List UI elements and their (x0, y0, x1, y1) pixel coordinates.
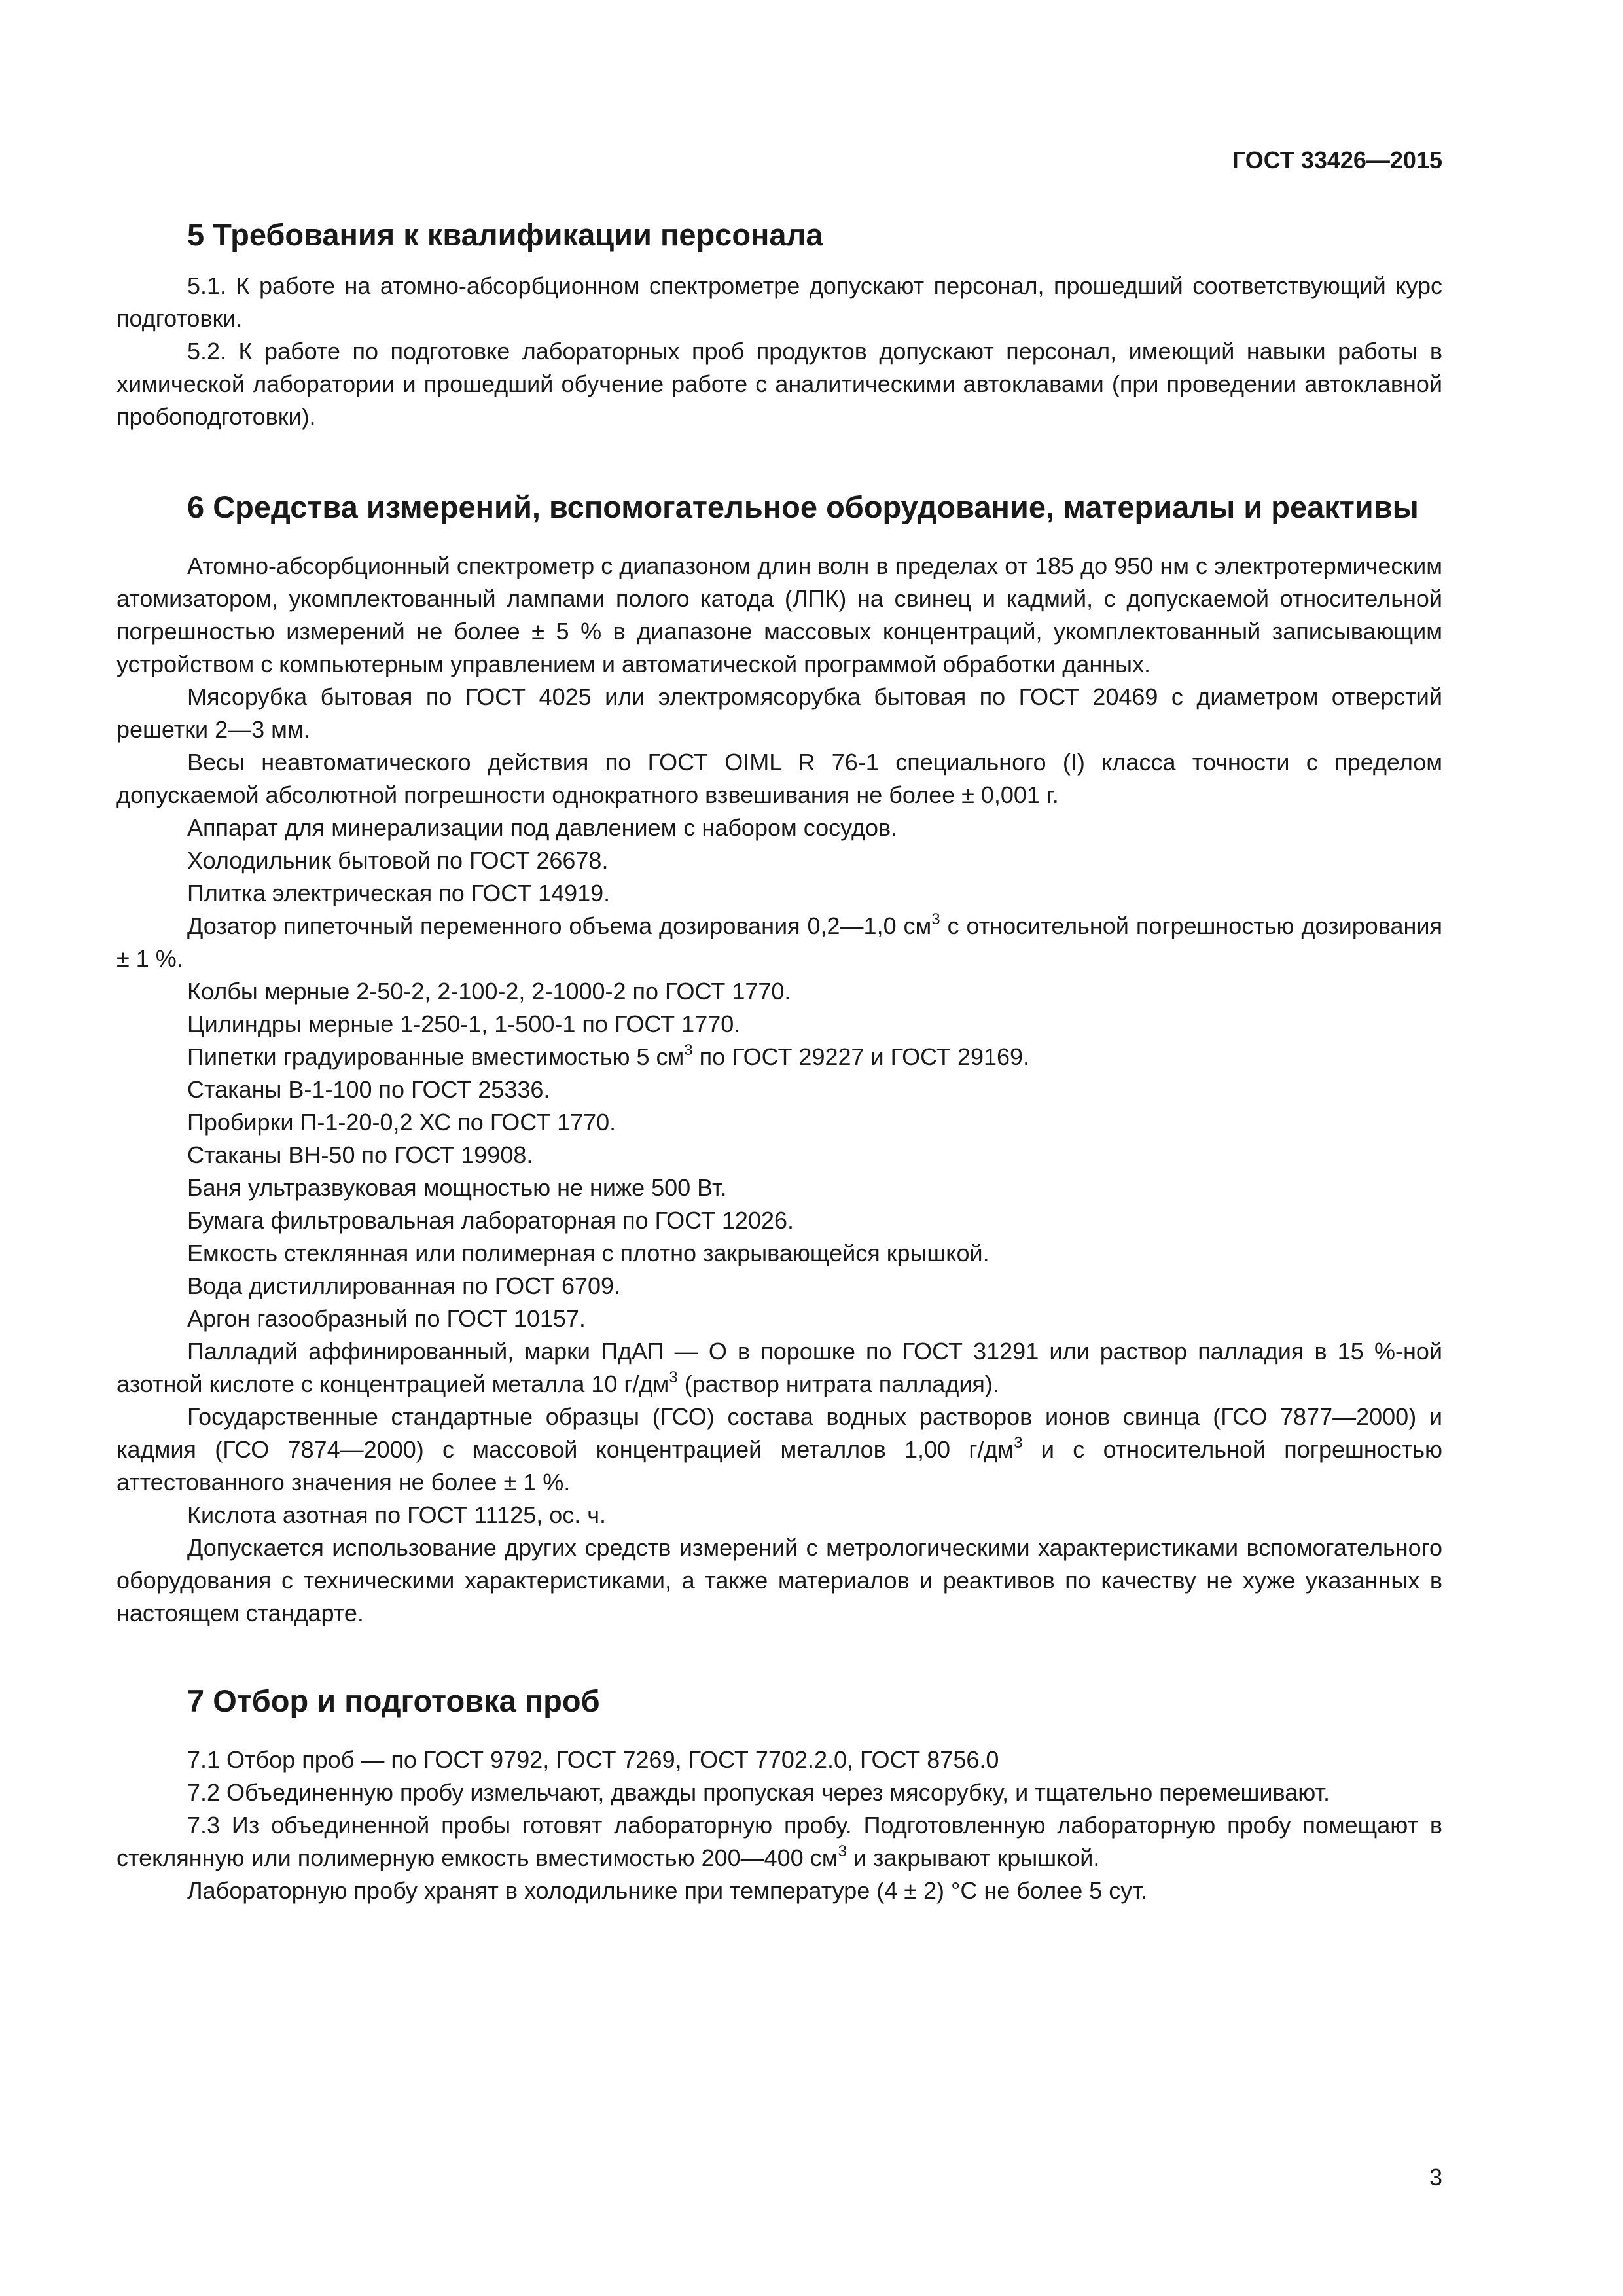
text-part: по ГОСТ 29227 и ГОСТ 29169. (692, 1043, 1030, 1070)
text-part: 7.3 Из объединенной пробы готовят лабораторную пробу. Подготовленную лабораторную пробу помещают в стеклянную или полимерную емкость вместимостью 200—400 см (116, 1812, 1442, 1871)
paragraph-ultrasonic-bath: Баня ультразвуковая мощностью не ниже 500 Вт. (187, 1174, 727, 1201)
paragraph-filter-paper: Бумага фильтровальная лабораторная по ГОСТ 12026. (187, 1207, 794, 1234)
section-6-heading: 6 Средства измерений, вспомогательное оборудование, материалы и реактивы (187, 490, 1419, 524)
paragraph-reference-samples (116, 1401, 1442, 1499)
paragraph-pipette-dispenser (116, 910, 1442, 975)
section-7-heading: 7 Отбор и подготовка проб (187, 1683, 600, 1718)
superscript: 3 (669, 1369, 678, 1386)
superscript: 3 (1014, 1434, 1023, 1452)
paragraph-cylinders: Цилиндры мерные 1-250-1, 1-500-1 по ГОСТ 1770. (187, 1011, 741, 1037)
paragraph-beakers-vn: Стаканы ВН-50 по ГОСТ 19908. (187, 1141, 533, 1168)
text-part: Дозатор пипеточный переменного объема дозирования 0,2—1,0 см (187, 912, 932, 939)
section-5-heading: 5 Требования к квалификации персонала (187, 217, 823, 252)
paragraph-scales: Весы неавтоматического действия по ГОСТ OIML R 76-1 специального (I) класса точности с пределом допускаемой абсолютной погрешности однократного взвешивания не более ± 0,001 г. (116, 749, 1442, 808)
paragraph-volumetric-flasks: Колбы мерные 2-50-2, 2-100-2, 2-1000-2 по ГОСТ 1770. (187, 978, 791, 1005)
paragraph-graduated-pipettes (116, 1041, 1442, 1073)
paragraph-nitric-acid: Кислота азотная по ГОСТ 11125, ос. ч. (187, 1501, 607, 1528)
paragraph-7-1: 7.1 Отбор проб — по ГОСТ 9792, ГОСТ 7269, ГОСТ 7702.2.0, ГОСТ 8756.0 (187, 1746, 999, 1773)
paragraph-7-2: 7.2 Объединенную пробу измельчают, дважды пропуская через мясорубку, и тщательно перемешивают. (187, 1779, 1330, 1806)
paragraph-palladium (116, 1335, 1442, 1401)
paragraph-beakers-b: Стаканы В-1-100 по ГОСТ 25336. (187, 1076, 550, 1103)
text-part: (раствор нитрата палладия). (677, 1371, 999, 1397)
paragraph-spectrometer: Атомно-абсорбционный спектрометр с диапазоном длин волн в пределах от 185 до 950 нм с электротермическим атомизатором, укомплектованный лампами полого катода (ЛПК) на свинец и кадмий, с допускаемой относительной погрешностью измерений не более ± 5 % в диапазоне массовых концентраций, укомплектованный записывающим устройством с компьютерным управлением и автоматической программой обработки данных. (116, 552, 1442, 677)
superscript: 3 (838, 1842, 847, 1860)
paragraph-7-3 (116, 1809, 1442, 1874)
page-number: 3 (1429, 2164, 1442, 2191)
superscript: 3 (684, 1041, 693, 1059)
paragraph-refrigerator: Холодильник бытовой по ГОСТ 26678. (187, 847, 609, 874)
paragraph-meat-grinder: Мясорубка бытовая по ГОСТ 4025 или электромясорубка бытовая по ГОСТ 20469 с диаметром отверстий решетки 2—3 мм. (116, 683, 1442, 743)
paragraph-storage: Лабораторную пробу хранят в холодильнике при температуре (4 ± 2) °С не более 5 сут. (187, 1877, 1147, 1904)
text-part: Палладий аффинированный, марки ПдАП — О в порошке по ГОСТ 31291 или раствор палладия в 15 %-ной азотной кислоте с концентрацией металла 10 г/дм (116, 1338, 1442, 1397)
paragraph-container: Емкость стеклянная или полимерная с плотно закрывающейся крышкой. (187, 1240, 990, 1266)
text-part: с относительной погрешностью дозирования ± 1 %. (116, 912, 1442, 972)
paragraph-5-2: 5.2. К работе по подготовке лабораторных проб продуктов допускают персонал, имеющий навыки работы в химической лаборатории и прошедший обучение работе с аналитическими автоклавами (при проведении автоклавной пробоподготовки). (116, 338, 1442, 430)
paragraph-test-tubes: Пробирки П-1-20-0,2 ХС по ГОСТ 1770. (187, 1109, 616, 1136)
paragraph-hotplate: Плитка электрическая по ГОСТ 14919. (187, 880, 611, 906)
paragraph-alternatives: Допускается использование других средств измерений с метрологическими характеристиками вспомогательного оборудования с техническими характеристиками, а также материалов и реактивов по качеству не хуже указанных в настоящем стандарте. (116, 1534, 1442, 1626)
paragraph-5-1: 5.1. К работе на атомно-абсорбционном спектрометре допускают персонал, прошедший соответствующий курс подготовки. (116, 272, 1442, 332)
paragraph-mineralization-apparatus: Аппарат для минерализации под давлением с набором сосудов. (187, 814, 898, 841)
page-content (116, 216, 1442, 1907)
text-part: и закрывают крышкой. (846, 1844, 1100, 1871)
text-part: Пипетки градуированные вместимостью 5 см (187, 1043, 685, 1070)
document-header: ГОСТ 33426—2015 (1232, 147, 1442, 173)
paragraph-argon: Аргон газообразный по ГОСТ 10157. (187, 1305, 586, 1332)
text-part: и с относительной погрешностью аттестованного значения не более ± 1 %. (116, 1436, 1443, 1496)
paragraph-distilled-water: Вода дистиллированная по ГОСТ 6709. (187, 1272, 621, 1299)
text-part: Государственные стандартные образцы (ГСО) состава водных растворов ионов свинца (ГСО 7877—2000) и кадмия (ГСО 7874—2000) с массовой концентрацией металлов 1,00 г/дм (116, 1403, 1442, 1463)
superscript: 3 (931, 910, 940, 928)
